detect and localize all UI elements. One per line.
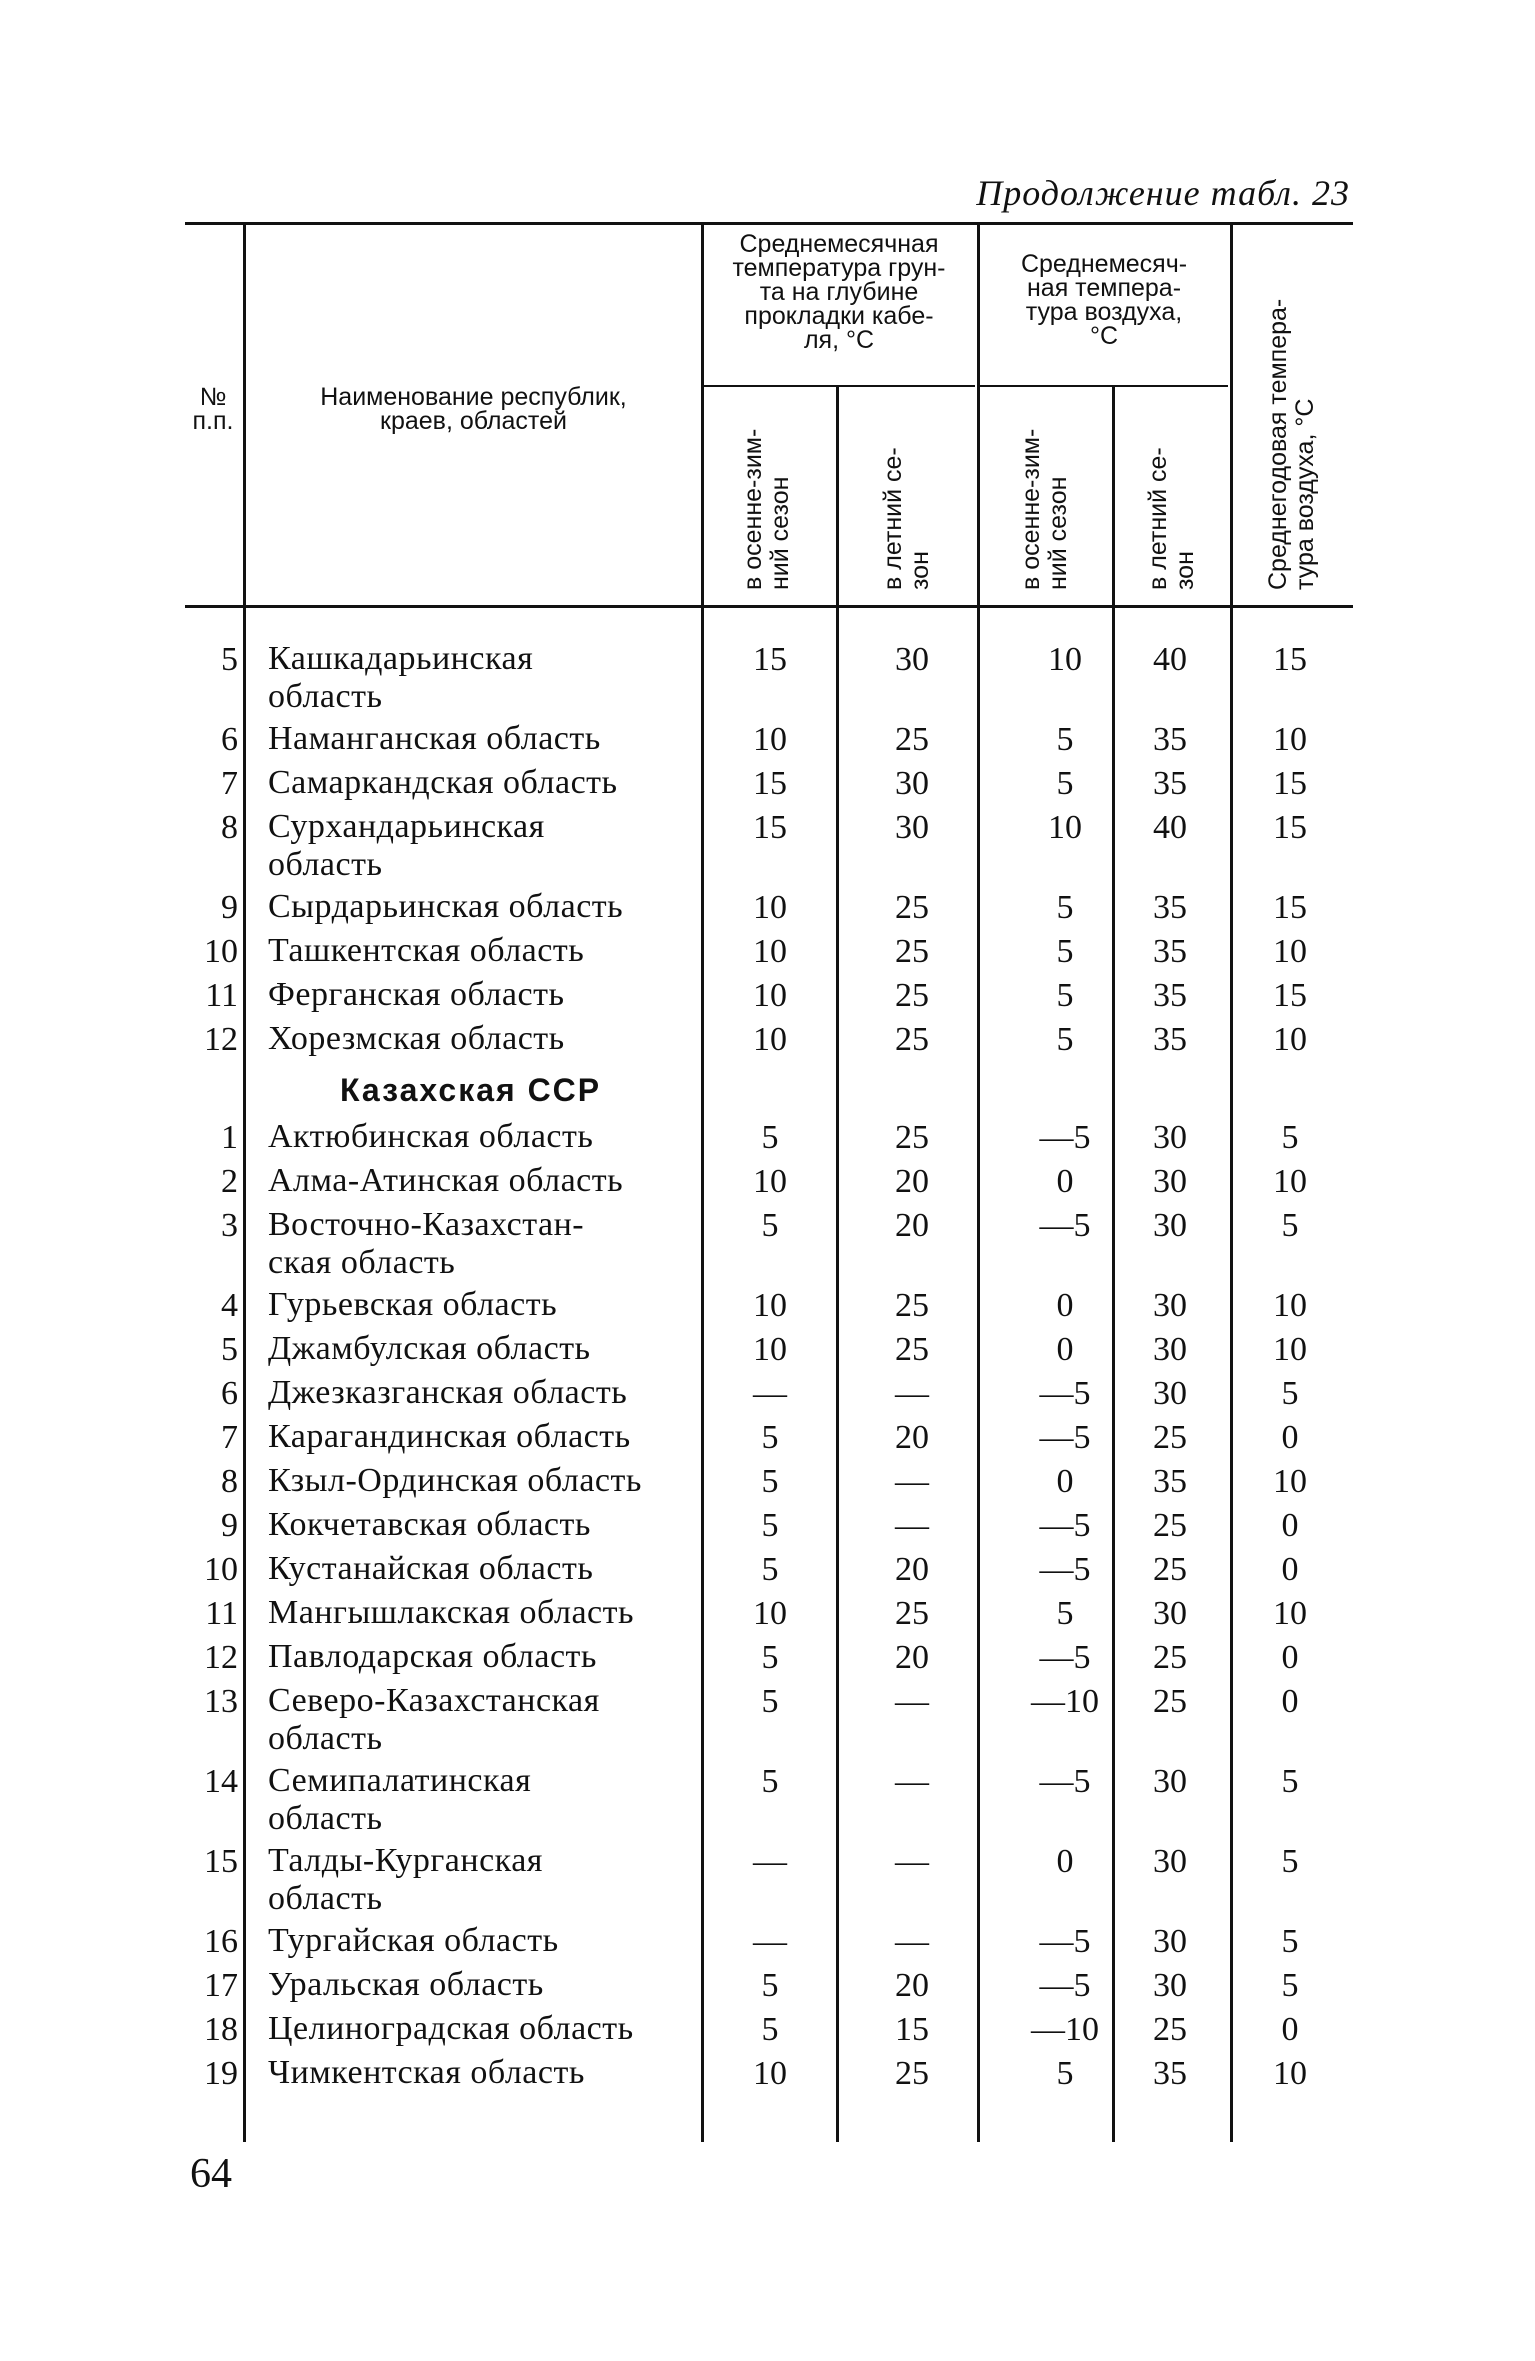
value-as: 25: [1153, 1419, 1187, 1456]
value-sw: —: [753, 1843, 787, 1880]
value-yr: 5: [1281, 1207, 1299, 1244]
row-number: 12: [204, 1639, 238, 1676]
value-aw: 5: [1056, 977, 1074, 1014]
value-ss: 15: [895, 2011, 929, 2048]
row-number: 16: [204, 1923, 238, 1960]
header-air-winter: в осенне-зим- ний сезон: [1017, 428, 1072, 590]
row-number: 8: [221, 809, 238, 846]
value-aw: 0: [1056, 1163, 1074, 1200]
region-name: Восточно-Казахстан- ская область: [268, 1206, 585, 1281]
value-aw: —5: [1039, 1551, 1091, 1588]
table-header-rule: [185, 605, 1353, 608]
value-yr: 10: [1273, 1331, 1307, 1368]
value-as: 25: [1153, 1507, 1187, 1544]
value-as: 30: [1153, 1287, 1187, 1324]
value-as: 35: [1153, 721, 1187, 758]
value-aw: —5: [1039, 1923, 1091, 1960]
row-number: 11: [205, 1595, 238, 1632]
region-name: Уральская область: [268, 1966, 544, 2003]
value-sw: 5: [761, 1763, 779, 1800]
region-name: Кзыл-Ординская область: [268, 1462, 642, 1499]
value-sw: —: [753, 1375, 787, 1412]
row-number: 12: [204, 1021, 238, 1058]
value-ss: 25: [895, 1595, 929, 1632]
value-sw: 15: [753, 765, 787, 802]
value-as: 35: [1153, 977, 1187, 1014]
value-ss: —: [895, 1507, 929, 1544]
value-aw: —5: [1039, 1207, 1091, 1244]
region-name: Карагандинская область: [268, 1418, 631, 1455]
row-number: 18: [204, 2011, 238, 2048]
row-number: 6: [221, 721, 238, 758]
value-ss: 20: [895, 1207, 929, 1244]
value-ss: 20: [895, 1419, 929, 1456]
region-name: Самаркандская область: [268, 764, 618, 801]
value-yr: 10: [1273, 1163, 1307, 1200]
value-as: 35: [1153, 765, 1187, 802]
row-number: 4: [221, 1287, 238, 1324]
value-yr: 5: [1281, 1843, 1299, 1880]
value-aw: 5: [1056, 933, 1074, 970]
air-group-rule: [980, 385, 1228, 387]
value-yr: 0: [1281, 1419, 1299, 1456]
row-number: 9: [221, 1507, 238, 1544]
value-ss: —: [895, 1375, 929, 1412]
value-ss: 25: [895, 889, 929, 926]
value-ss: 20: [895, 1551, 929, 1588]
value-ss: —: [895, 1463, 929, 1500]
value-sw: 5: [761, 1419, 779, 1456]
value-aw: 5: [1056, 721, 1074, 758]
region-name: Сурхандарьинская область: [268, 808, 545, 883]
value-as: 40: [1153, 809, 1187, 846]
value-ss: —: [895, 1923, 929, 1960]
header-row-number: № п.п.: [192, 383, 234, 435]
table-top-rule: [185, 222, 1353, 225]
header-air-summer: в летний се- зон: [1144, 447, 1199, 590]
row-number: 9: [221, 889, 238, 926]
value-aw: 5: [1056, 889, 1074, 926]
value-sw: 10: [753, 1021, 787, 1058]
region-name: Джамбулская область: [268, 1330, 591, 1367]
value-ss: —: [895, 1763, 929, 1800]
value-aw: 0: [1056, 1463, 1074, 1500]
region-name: Ферганская область: [268, 976, 565, 1013]
row-number: 3: [221, 1207, 238, 1244]
value-sw: 10: [753, 977, 787, 1014]
value-yr: 10: [1273, 2055, 1307, 2092]
region-name: Кашкадарьинская область: [268, 640, 534, 715]
header-soil-temperature: Среднемесячная температура грун- та на глубине прокладки кабе- ля, °С: [732, 230, 946, 354]
value-ss: 25: [895, 1119, 929, 1156]
header-soil-winter: в осенне-зим- ний сезон: [739, 428, 794, 590]
region-name: Семипалатинская область: [268, 1762, 532, 1837]
value-sw: 10: [753, 1595, 787, 1632]
value-as: 35: [1153, 2055, 1187, 2092]
value-as: 25: [1153, 1639, 1187, 1676]
value-sw: 5: [761, 1551, 779, 1588]
value-ss: 25: [895, 1021, 929, 1058]
value-aw: 10: [1048, 809, 1082, 846]
value-ss: —: [895, 1843, 929, 1880]
region-name: Джезказганская область: [268, 1374, 628, 1411]
divider-soil-air: [977, 222, 980, 2142]
value-aw: —5: [1039, 1763, 1091, 1800]
value-yr: 0: [1281, 1639, 1299, 1676]
value-as: 30: [1153, 1763, 1187, 1800]
value-yr: 15: [1273, 977, 1307, 1014]
value-as: 30: [1153, 1207, 1187, 1244]
value-yr: 10: [1273, 1021, 1307, 1058]
value-yr: 5: [1281, 1375, 1299, 1412]
value-aw: —5: [1039, 1119, 1091, 1156]
value-yr: 15: [1273, 765, 1307, 802]
header-air-temperature: Среднемесяч- ная темпера- тура воздуха, °С: [1020, 250, 1188, 350]
value-as: 30: [1153, 1331, 1187, 1368]
value-ss: 20: [895, 1639, 929, 1676]
table-continuation-caption: Продолжение табл. 23: [976, 173, 1350, 213]
value-yr: 10: [1273, 721, 1307, 758]
value-as: 35: [1153, 1021, 1187, 1058]
row-number: 14: [204, 1763, 238, 1800]
soil-group-rule: [703, 385, 975, 387]
value-yr: 15: [1273, 809, 1307, 846]
value-sw: 10: [753, 2055, 787, 2092]
row-number: 5: [221, 1331, 238, 1368]
value-sw: 10: [753, 1163, 787, 1200]
value-ss: 20: [895, 1163, 929, 1200]
value-aw: —5: [1039, 1967, 1091, 2004]
value-sw: 10: [753, 721, 787, 758]
value-sw: 5: [761, 1639, 779, 1676]
value-yr: 0: [1281, 1551, 1299, 1588]
region-name: Кустанайская область: [268, 1550, 594, 1587]
value-yr: 10: [1273, 1287, 1307, 1324]
value-sw: 15: [753, 641, 787, 678]
row-number: 5: [221, 641, 238, 678]
divider-num-name: [243, 222, 246, 2142]
region-name: Сырдарьинская область: [268, 888, 624, 925]
row-number: 7: [221, 1419, 238, 1456]
region-name: Гурьевская область: [268, 1286, 558, 1323]
row-number: 11: [205, 977, 238, 1014]
value-yr: 5: [1281, 1119, 1299, 1156]
value-as: 40: [1153, 641, 1187, 678]
value-aw: 5: [1056, 1021, 1074, 1058]
value-as: 30: [1153, 1923, 1187, 1960]
value-aw: —10: [1031, 1683, 1099, 1720]
value-aw: 5: [1056, 1595, 1074, 1632]
value-ss: 25: [895, 1331, 929, 1368]
value-ss: 20: [895, 1967, 929, 2004]
row-number: 17: [204, 1967, 238, 2004]
row-number: 8: [221, 1463, 238, 1500]
value-sw: 5: [761, 2011, 779, 2048]
value-aw: 5: [1056, 2055, 1074, 2092]
divider-name-soil: [701, 222, 704, 2142]
value-aw: 0: [1056, 1287, 1074, 1324]
divider-soil-winter-summer: [836, 387, 839, 2142]
value-as: 30: [1153, 1843, 1187, 1880]
value-yr: 10: [1273, 1595, 1307, 1632]
value-yr: 10: [1273, 933, 1307, 970]
region-name: Хорезмская область: [268, 1020, 565, 1057]
value-sw: 15: [753, 809, 787, 846]
value-as: 30: [1153, 1163, 1187, 1200]
value-sw: 10: [753, 933, 787, 970]
value-yr: 15: [1273, 641, 1307, 678]
header-annual-temperature: Среднегодовая темпера- тура воздуха, °С: [1264, 298, 1319, 590]
row-number: 13: [204, 1683, 238, 1720]
value-aw: —5: [1039, 1419, 1091, 1456]
value-as: 30: [1153, 1119, 1187, 1156]
page-number: 64: [190, 2151, 232, 2197]
value-yr: 0: [1281, 1507, 1299, 1544]
value-as: 35: [1153, 889, 1187, 926]
row-number: 19: [204, 2055, 238, 2092]
region-name: Целиноградская область: [268, 2010, 634, 2047]
divider-air-winter-summer: [1112, 387, 1115, 2142]
value-as: 35: [1153, 933, 1187, 970]
value-sw: 5: [761, 1967, 779, 2004]
value-ss: 25: [895, 977, 929, 1014]
value-aw: —5: [1039, 1507, 1091, 1544]
value-yr: 5: [1281, 1967, 1299, 2004]
divider-air-annual: [1230, 222, 1233, 2142]
value-yr: 5: [1281, 1923, 1299, 1960]
value-sw: 10: [753, 1287, 787, 1324]
value-as: 30: [1153, 1375, 1187, 1412]
value-as: 35: [1153, 1463, 1187, 1500]
row-number: 1: [221, 1119, 238, 1156]
value-aw: 5: [1056, 765, 1074, 802]
value-ss: 25: [895, 1287, 929, 1324]
region-name: Чимкентская область: [268, 2054, 585, 2091]
value-yr: 5: [1281, 1763, 1299, 1800]
value-ss: —: [895, 1683, 929, 1720]
value-sw: 5: [761, 1507, 779, 1544]
value-as: 30: [1153, 1967, 1187, 2004]
region-name: Тургайская область: [268, 1922, 559, 1959]
value-ss: 25: [895, 2055, 929, 2092]
header-region-name: Наименование республик, краев, областей: [320, 383, 627, 435]
value-as: 25: [1153, 1551, 1187, 1588]
value-aw: —5: [1039, 1375, 1091, 1412]
value-yr: 15: [1273, 889, 1307, 926]
value-as: 25: [1153, 2011, 1187, 2048]
value-sw: —: [753, 1923, 787, 1960]
region-name: Талды-Курганская область: [268, 1842, 543, 1917]
value-ss: 30: [895, 765, 929, 802]
row-number: 10: [204, 1551, 238, 1588]
value-ss: 25: [895, 721, 929, 758]
region-name: Павлодарская область: [268, 1638, 597, 1675]
value-as: 30: [1153, 1595, 1187, 1632]
value-aw: 0: [1056, 1331, 1074, 1368]
region-name: Наманганская область: [268, 720, 601, 757]
header-soil-summer: в летний се- зон: [879, 447, 934, 590]
section-heading: Казахская ССР: [340, 1072, 602, 1108]
value-ss: 30: [895, 641, 929, 678]
value-ss: 30: [895, 809, 929, 846]
row-number: 10: [204, 933, 238, 970]
row-number: 6: [221, 1375, 238, 1412]
value-sw: 5: [761, 1463, 779, 1500]
row-number: 2: [221, 1163, 238, 1200]
value-yr: 10: [1273, 1463, 1307, 1500]
row-number: 7: [221, 765, 238, 802]
value-as: 25: [1153, 1683, 1187, 1720]
value-yr: 0: [1281, 1683, 1299, 1720]
region-name: Актюбинская область: [268, 1118, 594, 1155]
region-name: Северо-Казахстанская область: [268, 1682, 600, 1757]
region-name: Алма-Атинская область: [268, 1162, 624, 1199]
value-aw: —10: [1031, 2011, 1099, 2048]
region-name: Мангышлакская область: [268, 1594, 635, 1631]
value-sw: 5: [761, 1119, 779, 1156]
value-sw: 10: [753, 889, 787, 926]
value-aw: —5: [1039, 1639, 1091, 1676]
value-aw: 10: [1048, 641, 1082, 678]
value-yr: 0: [1281, 2011, 1299, 2048]
region-name: Ташкентская область: [268, 932, 585, 969]
value-sw: 5: [761, 1207, 779, 1244]
value-sw: 5: [761, 1683, 779, 1720]
region-name: Кокчетавская область: [268, 1506, 591, 1543]
value-ss: 25: [895, 933, 929, 970]
value-aw: 0: [1056, 1843, 1074, 1880]
value-sw: 10: [753, 1331, 787, 1368]
row-number: 15: [204, 1843, 238, 1880]
